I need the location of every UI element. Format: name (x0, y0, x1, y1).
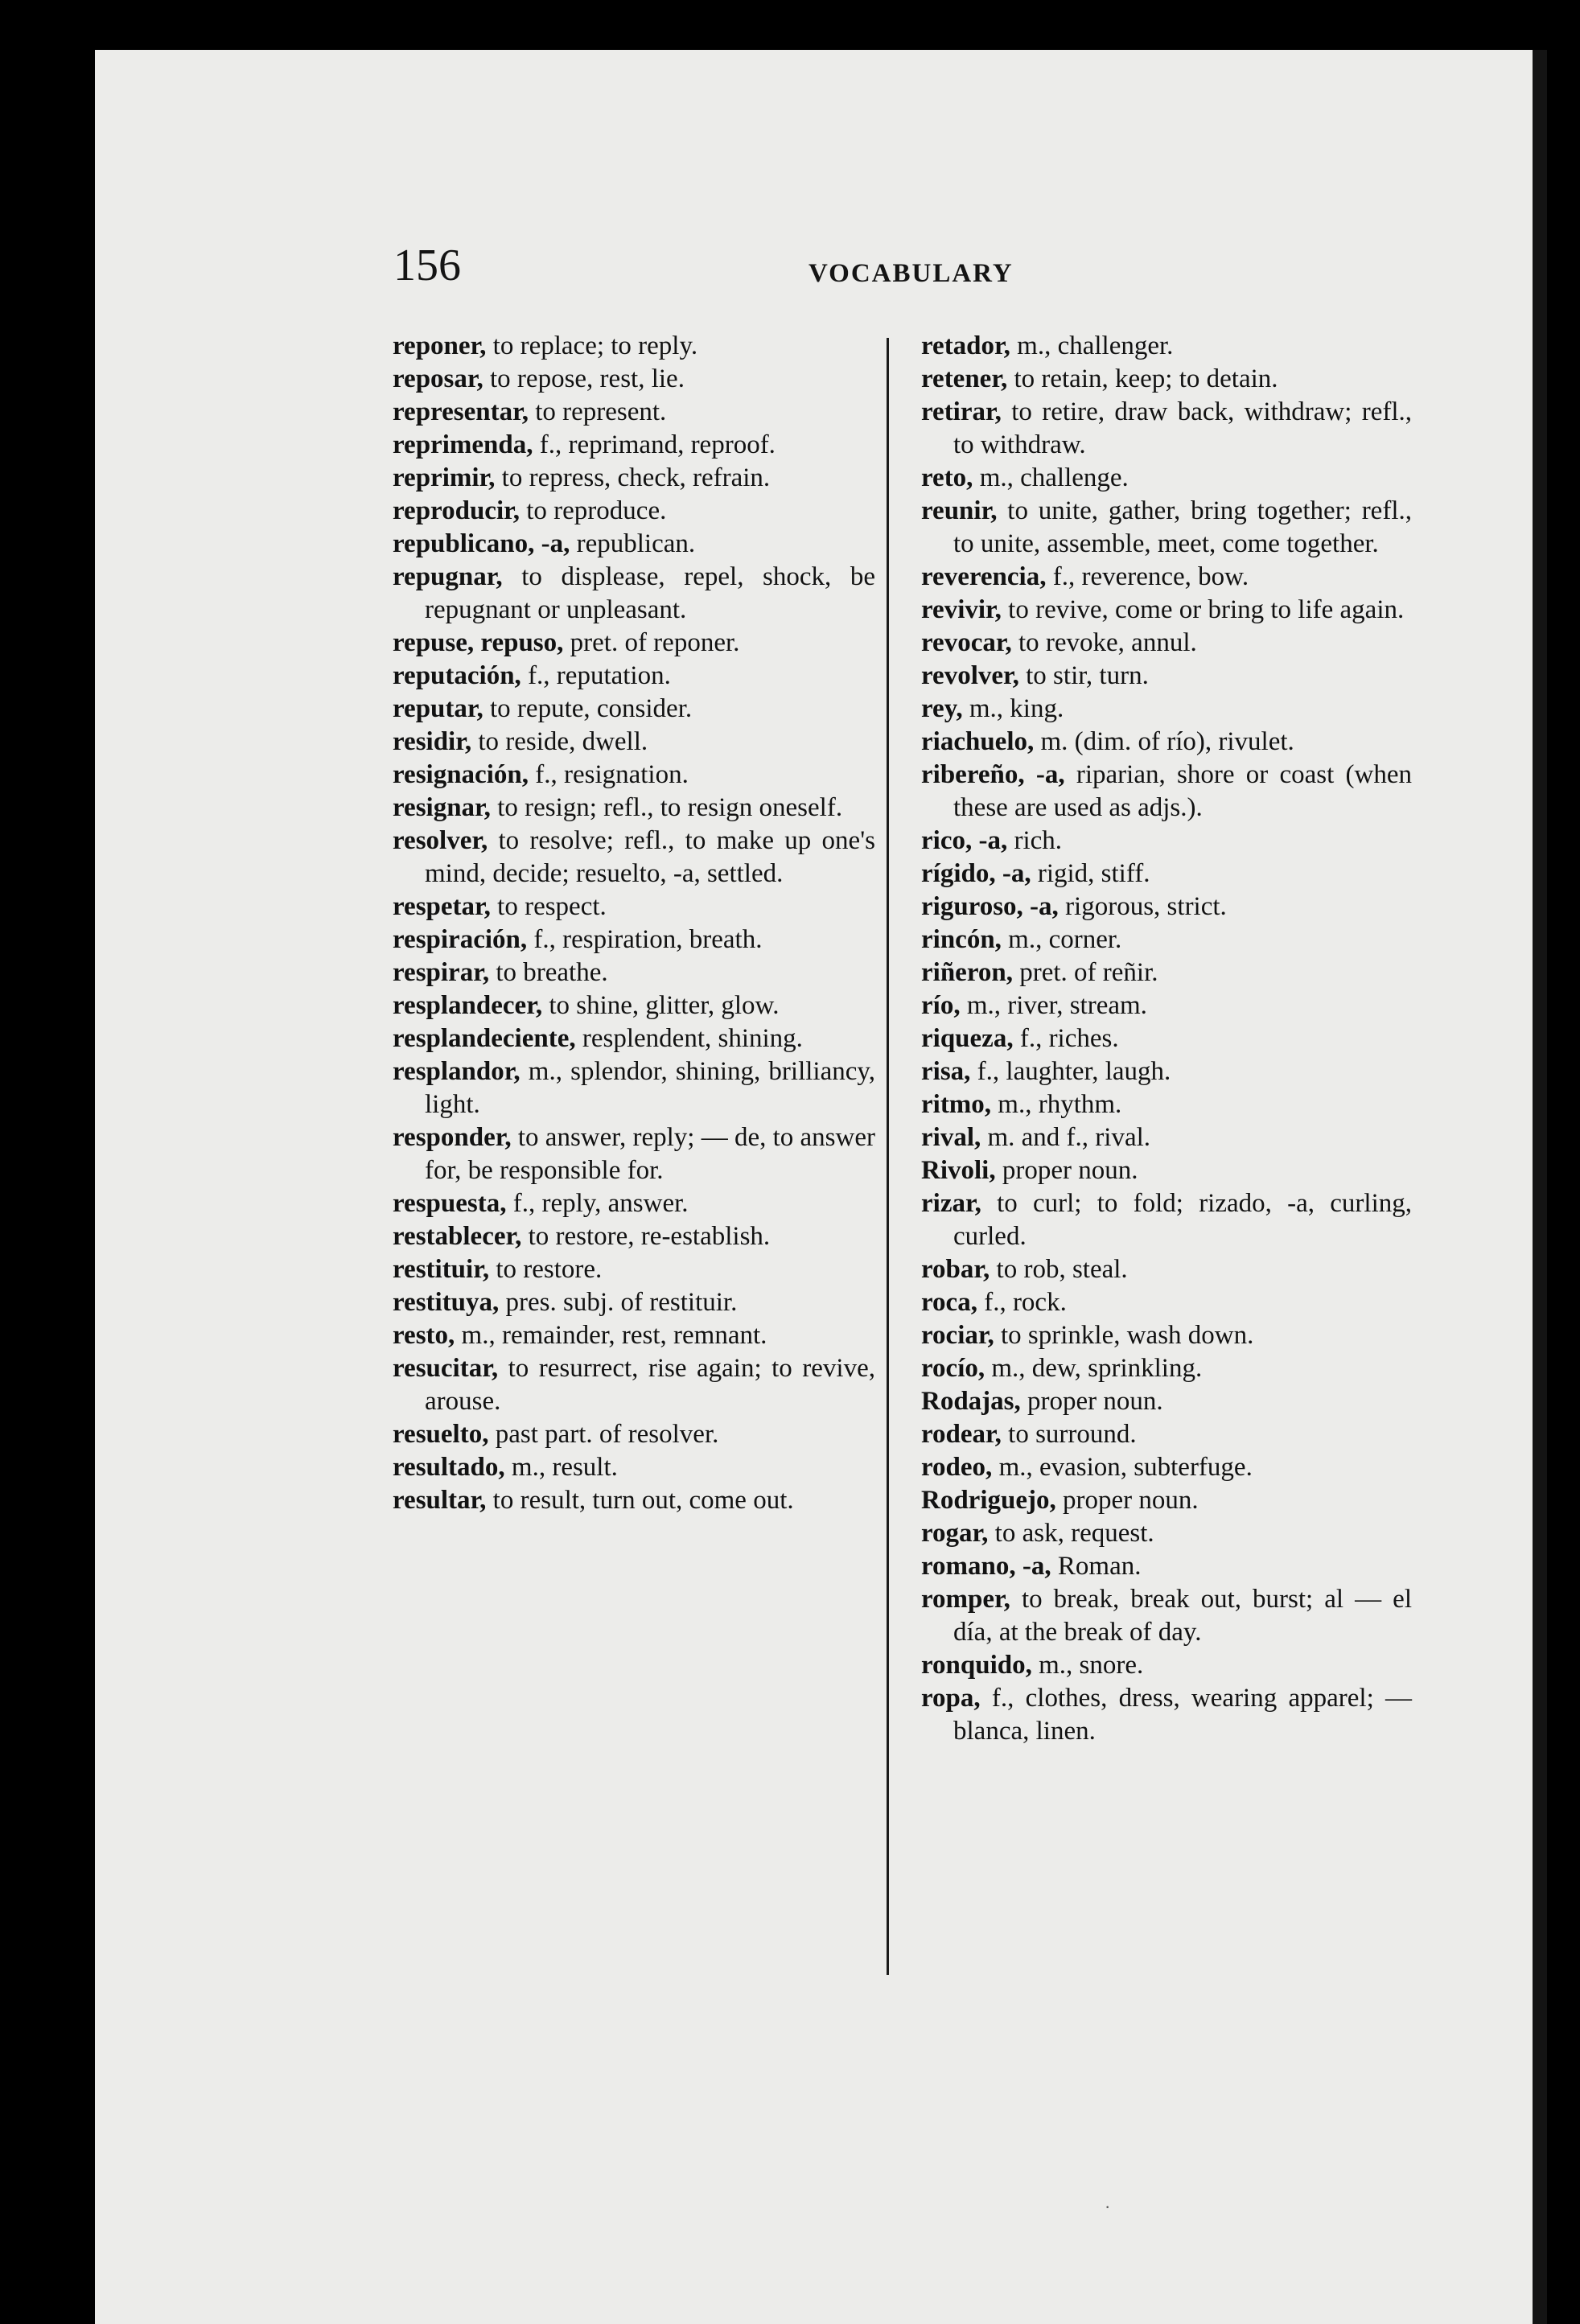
column-divider (887, 338, 889, 1975)
definition: f., clothes, dress, wearing apparel; — blanca, linen. (953, 1684, 1412, 1746)
vocab-entry (921, 1022, 1412, 1055)
vocab-entry (393, 1253, 875, 1286)
headword: representar, (393, 397, 529, 426)
headword: rizar, (921, 1189, 981, 1218)
headword: Rodriguejo, (921, 1486, 1056, 1515)
definition: f., reputation. (520, 661, 671, 690)
definition: f., respiration, breath. (527, 925, 763, 954)
headword: restablecer, (393, 1222, 522, 1251)
running-head: VOCABULARY (809, 259, 1014, 288)
definition: f., rock. (977, 1288, 1067, 1317)
vocab-entry (921, 1517, 1412, 1550)
definition: m., corner. (1001, 925, 1122, 954)
definition: to surround. (1001, 1420, 1137, 1449)
definition: m., remainder, rest, remnant. (455, 1321, 767, 1350)
definition: to answer, reply; — de, to answer for, be responsible for. (425, 1123, 875, 1185)
headword: revocar, (921, 628, 1012, 657)
vocab-entry (393, 627, 875, 660)
headword: responder, (393, 1123, 512, 1152)
headword: reverencia, (921, 562, 1047, 591)
headword: reputación, (393, 661, 521, 690)
vocab-entry (393, 989, 875, 1022)
definition: m., rhythm. (991, 1090, 1122, 1119)
vocab-entry (393, 495, 875, 528)
vocab-entry (921, 1121, 1412, 1154)
headword: rodear, (921, 1420, 1002, 1449)
definition: m., river, stream. (960, 991, 1147, 1020)
vocab-entry (921, 1418, 1412, 1451)
definition: f., reprimand, reproof. (533, 430, 776, 459)
vocab-entry (393, 1220, 875, 1253)
definition: m., challenger. (1010, 331, 1174, 360)
vocab-entry (393, 726, 875, 759)
definition: proper noun. (1020, 1387, 1163, 1416)
vocab-entry (393, 956, 875, 989)
vocab-entry (921, 1319, 1412, 1352)
definition: to resign; refl., to resign oneself. (490, 793, 843, 822)
headword: rígido, -a, (921, 859, 1031, 888)
definition: f., reply, answer. (506, 1189, 689, 1218)
headword: rival, (921, 1123, 981, 1152)
definition: to reside, dwell. (471, 727, 648, 756)
headword: reprimenda, (393, 430, 533, 459)
definition: to displease, repel, shock, be repugnant or unpleasant. (425, 562, 875, 624)
vocab-entry (921, 1154, 1412, 1187)
definition: m., challenge. (973, 463, 1129, 492)
headword: rogar, (921, 1519, 989, 1548)
vocab-entry (921, 660, 1412, 693)
vocab-entry (393, 330, 875, 363)
headword: reto, (921, 463, 973, 492)
headword: retener, (921, 364, 1008, 393)
vocab-entry (921, 1385, 1412, 1418)
definition: to resurrect, rise again; to revive, arouse. (425, 1354, 875, 1416)
headword: respetar, (393, 892, 491, 921)
headword: reponer, (393, 331, 487, 360)
definition: to break, break out, burst; al — el día, at the break of day. (953, 1585, 1412, 1647)
definition: to curl; to fold; rizado, -a, curling, curled. (953, 1189, 1412, 1251)
definition: to sprinkle, wash down. (994, 1321, 1254, 1350)
headword: riguroso, -a, (921, 892, 1059, 921)
headword: repugnar, (393, 562, 503, 591)
headword: republicano, -a, (393, 529, 570, 558)
headword: ropa, (921, 1684, 981, 1713)
headword: retirar, (921, 397, 1002, 426)
definition: to repose, rest, lie. (483, 364, 685, 393)
definition: past part. of resolver. (488, 1420, 719, 1449)
vocab-entry (921, 1649, 1412, 1682)
headword: resplandor, (393, 1057, 520, 1086)
vocab-entry (921, 693, 1412, 726)
definition: republican. (570, 529, 696, 558)
left-column (393, 330, 875, 1517)
vocab-entry (393, 1418, 875, 1451)
headword: rocío, (921, 1354, 985, 1383)
vocab-entry (393, 1187, 875, 1220)
vocab-entry (393, 1319, 875, 1352)
definition: to replace; to reply. (486, 331, 698, 360)
footer-mark: · (1105, 2197, 1111, 2217)
vocab-entry (393, 693, 875, 726)
headword: riqueza, (921, 1024, 1014, 1053)
headword: riachuelo, (921, 727, 1035, 756)
definition: to ask, request. (988, 1519, 1154, 1548)
headword: roca, (921, 1288, 977, 1317)
vocab-entry (921, 891, 1412, 923)
headword: romano, -a, (921, 1552, 1051, 1581)
definition: pret. of reponer. (563, 628, 740, 657)
vocab-entry (921, 495, 1412, 561)
headword: robar, (921, 1255, 990, 1284)
headword: ronquido, (921, 1651, 1032, 1680)
definition: pret. of reñir. (1012, 958, 1158, 987)
definition: to repress, check, refrain. (495, 463, 771, 492)
vocab-entry (921, 1682, 1412, 1748)
vocab-entry (921, 1253, 1412, 1286)
headword: resto, (393, 1321, 455, 1350)
headword: rodeo, (921, 1453, 993, 1482)
definition: pres. subj. of restituir. (499, 1288, 738, 1317)
vocab-entry (921, 989, 1412, 1022)
vocab-entry (921, 627, 1412, 660)
definition: to reproduce. (520, 496, 667, 525)
definition: to represent. (528, 397, 667, 426)
definition: to restore. (489, 1255, 603, 1284)
definition: to stir, turn. (1018, 661, 1149, 690)
vocab-entry (393, 825, 875, 891)
vocab-entry (393, 429, 875, 462)
headword: resignación, (393, 760, 529, 789)
headword: retador, (921, 331, 1010, 360)
vocab-entry (393, 660, 875, 693)
headword: residir, (393, 727, 472, 756)
definition: Roman. (1051, 1552, 1142, 1581)
vocab-entry (393, 561, 875, 627)
headword: ribereño, -a, (921, 760, 1065, 789)
vocab-entry (921, 825, 1412, 858)
headword: ritmo, (921, 1090, 992, 1119)
headword: risa, (921, 1057, 971, 1086)
vocab-entry (393, 1352, 875, 1418)
definition: m., evasion, subterfuge. (992, 1453, 1253, 1482)
vocab-entry (921, 1286, 1412, 1319)
definition: to shine, glitter, glow. (542, 991, 780, 1020)
definition: m., snore. (1031, 1651, 1144, 1680)
page-number: 156 (393, 241, 461, 290)
definition: to rob, steal. (990, 1255, 1128, 1284)
headword: resultar, (393, 1486, 487, 1515)
headword: restituir, (393, 1255, 490, 1284)
vocab-entry (921, 726, 1412, 759)
vocab-entry (921, 594, 1412, 627)
vocab-entry (921, 363, 1412, 396)
headword: reunir, (921, 496, 998, 525)
definition: to restore, re-establish. (521, 1222, 771, 1251)
headword: resplandecer, (393, 991, 543, 1020)
headword: resucitar, (393, 1354, 499, 1383)
headword: resignar, (393, 793, 491, 822)
definition: f., riches. (1013, 1024, 1119, 1053)
definition: proper noun. (1055, 1486, 1199, 1515)
definition: rigid, stiff. (1031, 859, 1150, 888)
definition: m., dew, sprinkling. (985, 1354, 1203, 1383)
vocab-entry (921, 1055, 1412, 1088)
headword: riñeron, (921, 958, 1013, 987)
vocab-entry (921, 1088, 1412, 1121)
definition: to result, turn out, come out. (486, 1486, 794, 1515)
definition: riparian, shore or coast (when these are used as adjs.). (953, 760, 1413, 822)
definition: rich. (1007, 826, 1063, 855)
vocab-entry (393, 923, 875, 956)
headword: rico, -a, (921, 826, 1008, 855)
definition: m. (dim. of río), rivulet. (1034, 727, 1294, 756)
vocab-entry (921, 1451, 1412, 1484)
vocab-entry (393, 891, 875, 923)
definition: to revive, come or bring to life again. (1001, 595, 1405, 624)
definition: to revoke, annul. (1011, 628, 1197, 657)
headword: Rivoli, (921, 1156, 996, 1185)
headword: rincón, (921, 925, 1002, 954)
vocab-entry (921, 1550, 1412, 1583)
vocab-entry (921, 1187, 1412, 1253)
definition: f., reverence, bow. (1046, 562, 1249, 591)
headword: resuelto, (393, 1420, 489, 1449)
headword: romper, (921, 1585, 1010, 1614)
headword: reputar, (393, 694, 483, 723)
definition: to respect. (490, 892, 607, 921)
headword: revivir, (921, 595, 1002, 624)
headword: repuse, repuso, (393, 628, 564, 657)
headword: resultado, (393, 1453, 505, 1482)
definition: resplendent, shining. (575, 1024, 803, 1053)
headword: respiración, (393, 925, 528, 954)
definition: to unite, gather, bring together; refl., to unite, assemble, meet, come together. (953, 496, 1412, 558)
headword: río, (921, 991, 961, 1020)
definition: f., resignation. (528, 760, 689, 789)
definition: rigorous, strict. (1058, 892, 1227, 921)
vocab-entry (393, 1484, 875, 1517)
vocab-entry (393, 759, 875, 792)
headword: rey, (921, 694, 963, 723)
vocab-entry (921, 1583, 1412, 1649)
headword: resplandeciente, (393, 1024, 576, 1053)
headword: resolver, (393, 826, 488, 855)
definition: m., splendor, shining, brilliancy, light. (425, 1057, 875, 1119)
definition: m., result. (504, 1453, 618, 1482)
vocab-entry (921, 858, 1412, 891)
headword: respirar, (393, 958, 490, 987)
headword: reprimir, (393, 463, 496, 492)
vocab-entry (921, 759, 1412, 825)
vocab-entry (393, 792, 875, 825)
right-column (921, 330, 1412, 1748)
definition: to breathe. (489, 958, 608, 987)
definition: to resolve; refl., to make up one's mind, decide; resuelto, -a, settled. (425, 826, 875, 888)
vocab-entry (921, 1484, 1412, 1517)
vocab-entry (921, 330, 1412, 363)
vocab-entry (393, 1121, 875, 1187)
headword: restituya, (393, 1288, 500, 1317)
vocab-entry (393, 1055, 875, 1121)
vocab-entry (393, 1286, 875, 1319)
vocab-entry (393, 396, 875, 429)
vocab-entry (393, 1022, 875, 1055)
vocab-entry (921, 923, 1412, 956)
definition: m. and f., rival. (981, 1123, 1151, 1152)
headword: Rodajas, (921, 1387, 1021, 1416)
vocab-entry (921, 1352, 1412, 1385)
vocab-entry (393, 363, 875, 396)
vocab-entry (921, 396, 1412, 462)
vocab-entry (921, 561, 1412, 594)
vocab-entry (393, 528, 875, 561)
headword: revolver, (921, 661, 1019, 690)
headword: reproducir, (393, 496, 520, 525)
headword: rociar, (921, 1321, 994, 1350)
vocab-entry (921, 462, 1412, 495)
definition: m., king. (962, 694, 1064, 723)
definition: f., laughter, laugh. (970, 1057, 1171, 1086)
definition: to retire, draw back, withdraw; refl., to withdraw. (953, 397, 1412, 459)
headword: reposar, (393, 364, 483, 393)
definition: to repute, consider. (483, 694, 693, 723)
vocab-entry (921, 956, 1412, 989)
facing-page-edge (1533, 50, 1547, 2324)
vocab-entry (393, 1451, 875, 1484)
definition: to retain, keep; to detain. (1007, 364, 1278, 393)
vocab-entry (393, 462, 875, 495)
headword: respuesta, (393, 1189, 507, 1218)
definition: proper noun. (995, 1156, 1138, 1185)
